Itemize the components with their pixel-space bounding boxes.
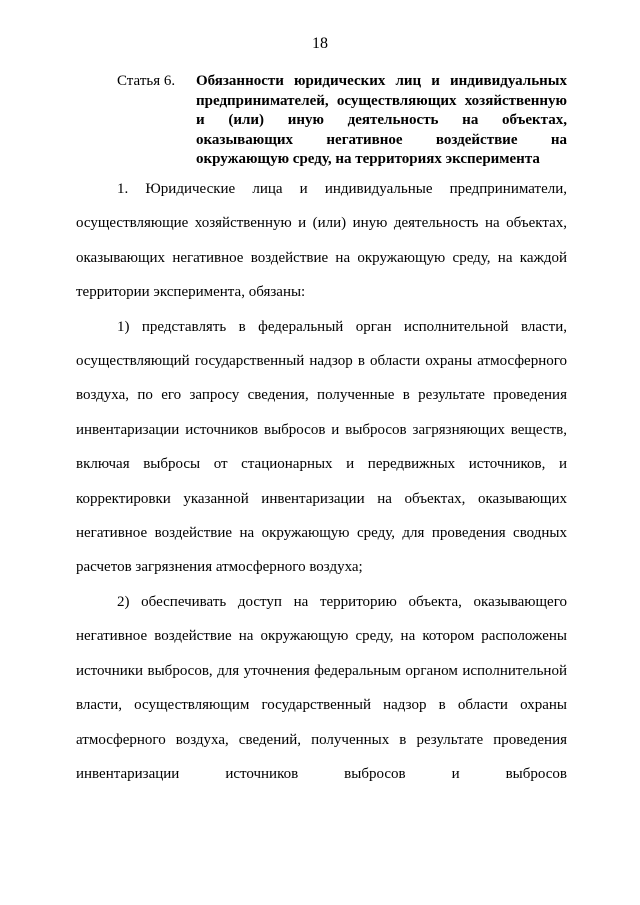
body-text <box>76 172 567 791</box>
paragraph-1: 1. Юридические лица и индивидуальные предприниматели, осуществляющие хозяйственную и (или) иную деятельность на объектах, оказывающих негативное воздействие на окружающую среду, на каждой территории эксперимента, обязаны: <box>76 181 567 301</box>
article-title: Обязанности юридических лиц и индивидуальных предпринимателей, осуществляющих хозяйственную и (или) иную деятельность на объектах, оказывающих негативное воздействие на окружающую среду, на территориях эксперимента <box>196 73 567 167</box>
paragraph-2: 1) представлять в федеральный орган исполнительной власти, осуществляющий государственный надзор в области охраны атмосферного воздуха, по его запросу сведения, полученные в результате проведения инвентаризации источников выбросов и выбросов загрязняющих веществ, включая выбросы от стационарных и передвижных источников, и корректировки указанной инвентаризации на объектах, оказывающих негативное воздействие на окружающую среду, для проведения сводных расчетов загрязнения атмосферного воздуха; <box>76 318 567 576</box>
paragraph-3: 2) обеспечивать доступ на территорию объекта, оказывающего негативное воздействие на окружающую среду, на котором расположены источники выбросов, для уточнения федеральным органом исполнительной власти, осуществляющим государственный надзор в области охраны атмосферного воздуха, сведений, полученных в результате проведения инвентаризации источников выбросов и выбросов <box>76 593 567 782</box>
page-number: 18 <box>312 35 328 52</box>
article-label: Статья 6. <box>117 73 176 89</box>
